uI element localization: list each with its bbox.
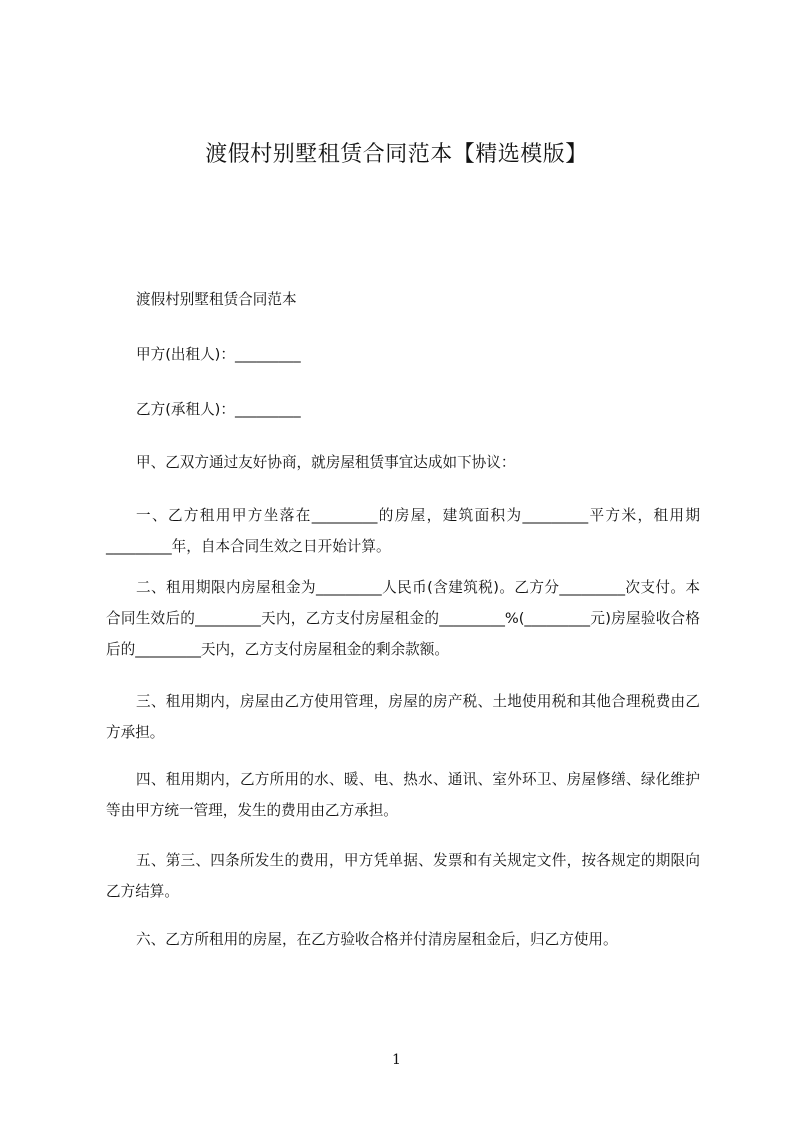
document-title: 渡假村别墅租赁合同范本【精选模版】 xyxy=(205,142,588,167)
page-number: 1 xyxy=(392,1052,401,1068)
clause-2: 二、租用期限内房屋租金为_________人民币(含建筑税)。乙方分_________次支付。本合同生效后的_________天内，乙方支付房屋租金的_________%(_________元)房屋验收合格后的_________天内，乙方支付房屋租金的剩余款额。 xyxy=(106,579,700,658)
clause-3: 三、租用期内，房屋由乙方使用管理，房屋的房产税、土地使用税和其他合理税费由乙方承担。 xyxy=(106,693,700,741)
clause-5: 五、第三、四条所发生的费用，甲方凭单据、发票和有关规定文件，按各规定的期限向乙方结算。 xyxy=(106,852,700,900)
clause-1: 一、乙方租用甲方坐落在_________的房屋，建筑面积为_________平方米，租用期_________年，自本合同生效之日开始计算。 xyxy=(106,507,700,555)
party-b-line: 乙方(承租人)：_________ xyxy=(136,401,301,418)
party-a-line: 甲方(出租人)：_________ xyxy=(136,346,301,363)
contract-heading: 渡假村别墅租赁合同范本 xyxy=(136,291,297,308)
clause-4: 四、租用期内，乙方所用的水、暖、电、热水、通讯、室外环卫、房屋修缮、绿化维护等由甲方统一管理，发生的费用由乙方承担。 xyxy=(106,771,700,819)
clause-6: 六、乙方所租用的房屋，在乙方验收合格并付清房屋租金后，归乙方使用。 xyxy=(136,931,618,948)
agreement-intro: 甲、乙双方通过友好协商，就房屋租赁事宜达成如下协议： xyxy=(136,454,516,471)
